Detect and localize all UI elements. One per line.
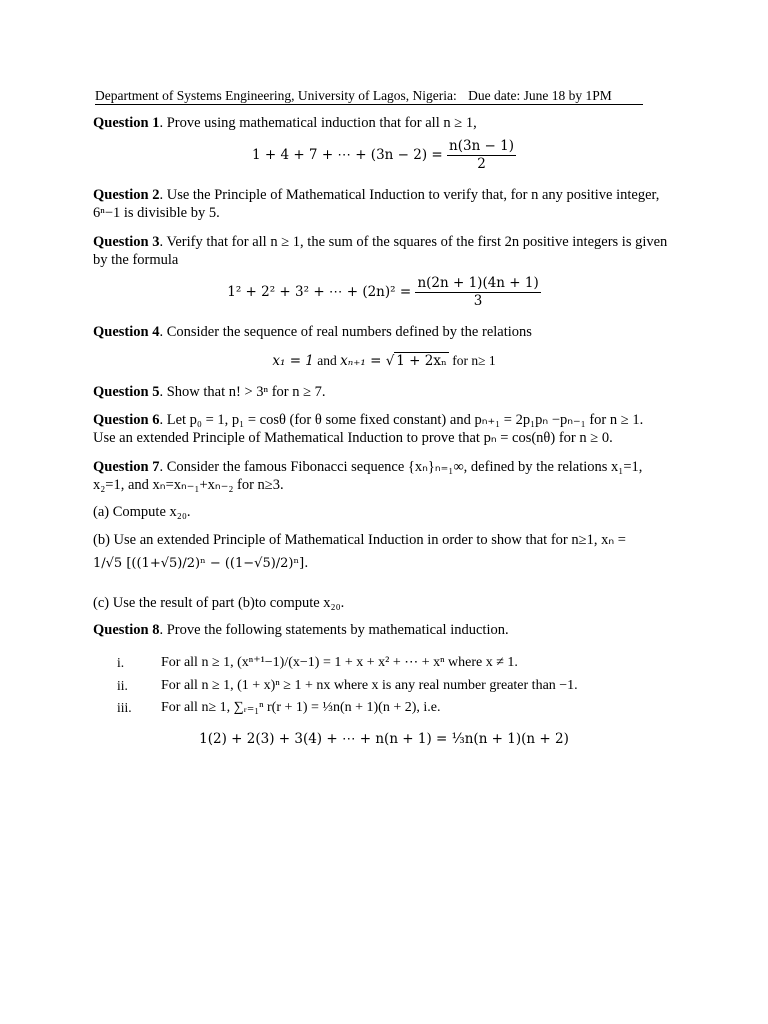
question-2-text: . Use the Principle of Mathematical Induction to verify that, for n any positive integer, 6ⁿ−1 is divisible by 5.: [93, 187, 660, 221]
question-4: [93, 323, 673, 341]
q1-eq-denominator: 2: [477, 156, 486, 172]
question-4-text: . Consider the sequence of real numbers defined by the relations: [159, 324, 532, 340]
q3-eq-lhs: 1² + 2² + 3² + ⋯ + (2n)² =: [227, 284, 412, 300]
question-5-label: Question 5: [93, 384, 160, 400]
question-3-text: . Verify that for all n ≥ 1, the sum of the squares of the first 2n positive integers is given by the formula: [93, 234, 668, 268]
page-header: [95, 88, 643, 105]
question-4-equation: [0, 352, 768, 370]
question-2: [93, 186, 673, 222]
q3-eq-fraction: [415, 275, 540, 310]
question-6-line-1: . Let p₀ = 1, p₁ = cosθ (for θ some fixed constant) and pₙ₊₁ = 2p₁pₙ −pₙ₋₁ for n ≥ 1.: [159, 412, 644, 428]
due-date-text: Due date: June 18 by 1PM: [468, 88, 612, 103]
question-7-line-1: . Consider the famous Fibonacci sequence {xₙ}ₙ₌₁∞, defined by the relations x₁=1,: [159, 459, 643, 475]
question-7-part-b: (b) Use an extended Principle of Mathematical Induction in order to show that for n≥1, xₙ =: [93, 532, 626, 548]
question-3: [93, 233, 673, 269]
question-4-label: Question 4: [93, 324, 160, 340]
question-6: [93, 411, 673, 447]
question-5: [93, 383, 673, 401]
q4-eq-for: for n≥ 1: [448, 353, 496, 368]
item-3-number: iii.: [117, 700, 132, 715]
question-7-part-b-formula: 1/√5 [((1+√5)/2)ⁿ − ((1−√5)/2)ⁿ].: [93, 556, 309, 571]
question-1-equation: [0, 138, 768, 173]
q1-eq-numerator: n(3n − 1): [449, 138, 515, 154]
item-1-text: For all n ≥ 1, (xⁿ⁺¹−1)/(x−1) = 1 + x + x² + ⋯ + xⁿ where x ≠ 1.: [161, 655, 518, 670]
question-8-text: . Prove the following statements by mathematical induction.: [159, 622, 509, 638]
question-3-equation: [0, 275, 768, 310]
q4-eq-xn1: xₙ₊₁ =: [340, 353, 386, 369]
question-7-label: Question 7: [93, 459, 160, 475]
sqrt-symbol: √: [385, 353, 395, 369]
q4-eq-radicand: 1 + 2xₙ: [396, 353, 447, 369]
item-2-text: For all n ≥ 1, (1 + x)ⁿ ≥ 1 + nx where x is any real number greater than −1.: [161, 678, 578, 693]
q1-eq-lhs: 1 + 4 + 7 + ⋯ + (3n − 2) =: [251, 147, 443, 163]
q4-eq-x1: x₁ = 1: [272, 353, 314, 369]
question-1-text: . Prove using mathematical induction that for all n ≥ 1,: [159, 115, 477, 131]
question-3-label: Question 3: [93, 234, 160, 250]
q3-eq-numerator: n(2n + 1)(4n + 1): [417, 275, 539, 291]
question-1: [93, 114, 673, 132]
question-7: [93, 458, 673, 494]
question-7-part-c: (c) Use the result of part (b)to compute x₂₀.: [93, 595, 345, 611]
question-8: [93, 621, 673, 639]
item-2-number: ii.: [117, 678, 128, 693]
question-8-final-equation: 1(2) + 2(3) + 3(4) + ⋯ + n(n + 1) = ⅓n(n + 1)(n + 2): [199, 731, 569, 747]
question-2-label: Question 2: [93, 187, 160, 203]
question-8-label: Question 8: [93, 622, 160, 638]
question-1-label: Question 1: [93, 115, 160, 131]
q4-eq-and: and: [313, 353, 341, 368]
department-text: Department of Systems Engineering, University of Lagos, Nigeria:: [95, 88, 457, 103]
question-6-line-2: Use an extended Principle of Mathematical Induction to prove that pₙ = cos(nθ) for n ≥ 0.: [93, 430, 613, 446]
question-5-text: . Show that n! > 3ⁿ for n ≥ 7.: [159, 384, 326, 400]
q3-eq-denominator: 3: [473, 293, 483, 309]
question-6-label: Question 6: [93, 412, 160, 428]
question-7-line-2: x₂=1, and xₙ=xₙ₋₁+xₙ₋₂ for n≥3.: [93, 477, 284, 493]
item-3-text: For all n≥ 1, ∑ᵣ₌₁ⁿ r(r + 1) = ⅓n(n + 1)(n + 2), i.e.: [161, 700, 441, 715]
question-7-part-a: (a) Compute x₂₀.: [93, 504, 191, 520]
item-1-number: i.: [117, 655, 125, 670]
q1-eq-fraction: [447, 138, 516, 173]
